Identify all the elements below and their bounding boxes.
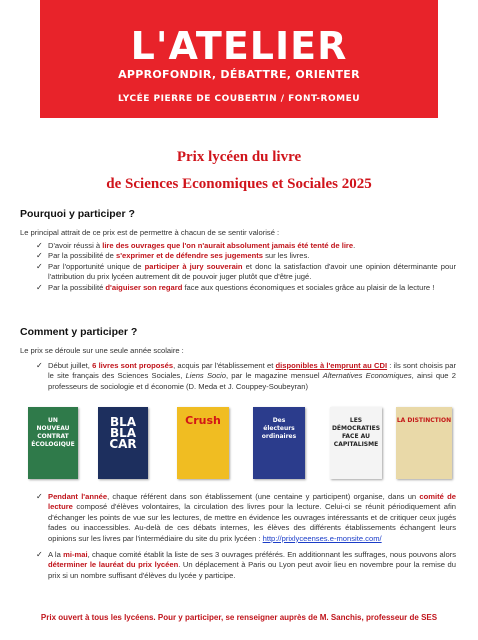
- how-list-1: [36, 361, 456, 392]
- checkmark-icon: ✓: [36, 241, 43, 250]
- why-item: ✓ Par l'opportunité unique de participer à jury souverain et donc la satisfaction d'avoir une opinion déterminante pour l'attribution du prix lycéen autrement dit de pouvoir juger plutôt que d'être jugé.: [36, 261, 456, 282]
- book-cover: UN NOUVEAU CONTRAT ÉCOLOGIQUE: [28, 407, 78, 479]
- page-title-line-2: de Sciences Economiques et Sociales 2025: [106, 176, 372, 192]
- section-title-how: Comment y participer ?: [20, 326, 138, 338]
- book-cover: Des électeurs ordinaires: [253, 407, 305, 479]
- why-list: [36, 241, 456, 293]
- section-title-why: Pourquoi y participer ?: [20, 208, 135, 220]
- checkmark-icon: ✓: [36, 261, 43, 271]
- page-title-line-1: Prix lycéen du livre: [176, 149, 302, 165]
- book-cover: Crush: [177, 407, 229, 479]
- how-intro: Le prix se déroule sur une seule année scolaire :: [20, 346, 184, 355]
- why-intro: Le principal attrait de ce prix est de permettre à chacun de se sentir valorisé :: [20, 228, 280, 237]
- prize-website-link[interactable]: http://prixlyceenses.e-monsite.com/: [262, 533, 382, 543]
- how-list-2: [36, 492, 456, 581]
- how-item: ✓ Début juillet, 6 livres sont proposés, acquis par l'établissement et disponibles à l'emprunt au CDI : ils sont choisis par le site français des Sciences Sociales, Liens Socio, par le magazine mensuel Alternatives Economiques, ainsi que 2 professeurs de sociologie et d économie (D. Meda et J. Couppey-Soubeyran): [36, 361, 456, 391]
- why-item: ✓ Par la possibilité d'aiguiser son regard face aux questions économiques et sociales grâce au plaisir de la lecture !: [36, 282, 435, 292]
- book-cover: LES DÉMOCRATIES FACE AU CAPITALISME: [330, 407, 382, 479]
- banner-school: LYCÉE PIERRE DE COUBERTIN / FONT-ROMEU: [117, 94, 361, 104]
- book-cover: LA DISTINCTION: [396, 407, 452, 479]
- footer-note: Prix ouvert à tous les lycéens. Pour y participer, se renseigner auprès de M. Sanchis, professeur de SES: [40, 613, 438, 622]
- banner-subtitle: APPROFONDIR, DÉBATTRE, ORIENTER: [118, 68, 360, 81]
- banner-title: L'ATELIER: [130, 24, 348, 68]
- how-item: ✓ Pendant l'année, chaque référent dans son établissement (une centaine y participent) organise, dans un comité de lecture composé d'élèves volontaires, la circulation des livres pour la lecture. Celui-ci se réunit périodiquement afin d'échanger les points de vue sur les lectures, de mettre en évidence les ouvrages intéressants et de critiquer ceux jugés fades ou inaccessibles. Au-delà de ces débats internes, les élèves des différents établissements échangent leurs opinions sur les livres par l'intermédiaire du site du prix lycéen : http://prixlyceenses.e-monsite.com/: [36, 492, 456, 543]
- how-item: ✓ A la mi-mai, chaque comité établit la liste de ses 3 ouvrages préférés. En additionnant les suffrages, nous pouvons alors déterminer le lauréat du prix lycéen. Un déplacement à Paris ou Lyon peut avoir lieu en novembre pour la remise du prix si un nombre suffisant d'élèves du lycée y participe.: [36, 550, 456, 580]
- checkmark-icon: ✓: [36, 492, 43, 501]
- why-item: ✓ D'avoir réussi à lire des ouvrages que l'on n'aurait absolument jamais été tenté de lire.: [36, 241, 356, 250]
- checkmark-icon: ✓: [36, 282, 43, 292]
- checkmark-icon: ✓: [36, 361, 43, 370]
- book-cover: BLA BLA CAR: [98, 407, 148, 479]
- header-banner: [40, 0, 438, 118]
- why-item: ✓ Par la possibilité de s'exprimer et de défendre ses jugements sur les livres.: [36, 251, 310, 261]
- checkmark-icon: ✓: [36, 251, 43, 261]
- checkmark-icon: ✓: [36, 550, 43, 560]
